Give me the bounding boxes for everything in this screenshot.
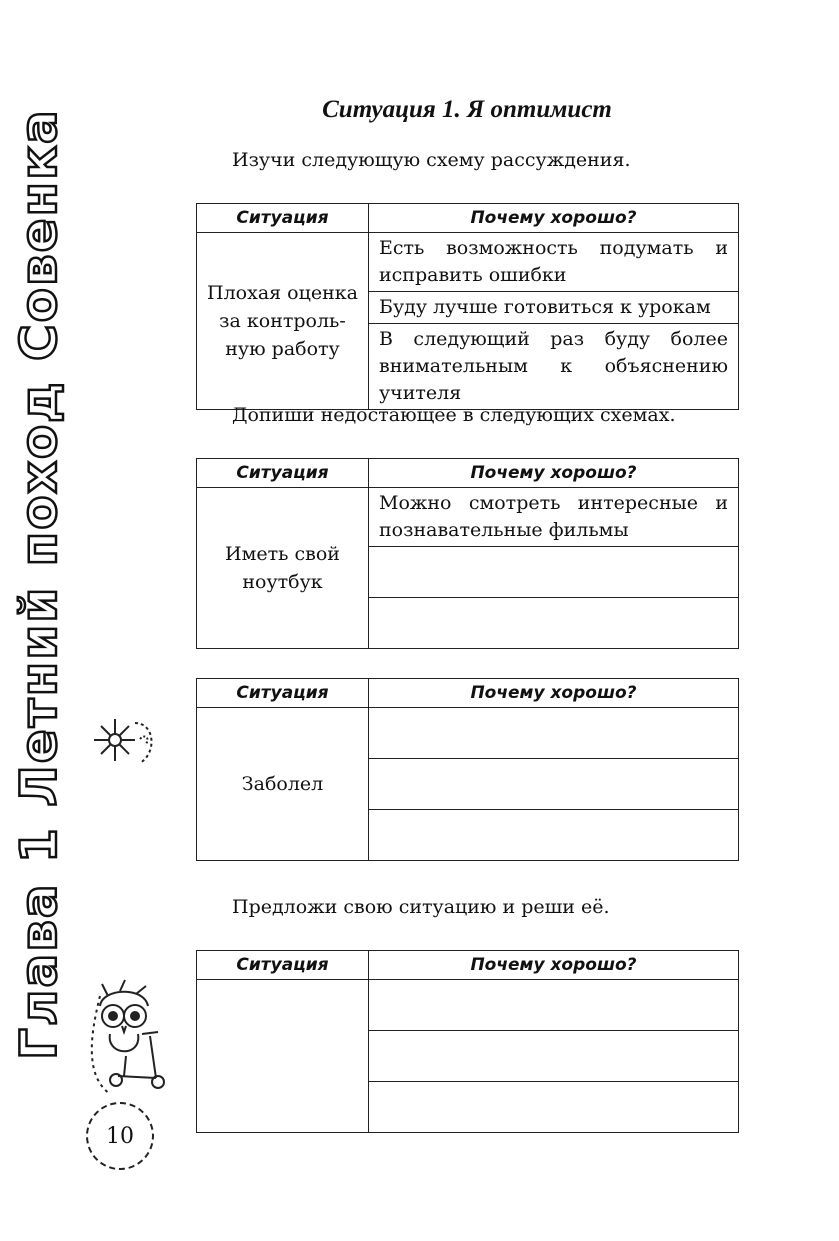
header-why-good: Почему хорошо? (369, 204, 739, 233)
answer-cell[interactable] (369, 547, 739, 598)
chapter-side-title (10, 108, 68, 1060)
header-why-good: Почему хорошо? (369, 679, 739, 708)
task1-reason: Можно смотреть интересные и познавательные фильмы (369, 488, 739, 547)
example-situation: Плохая оценка за контроль- ную работу (197, 233, 369, 410)
owl-on-scooter-icon (80, 976, 170, 1096)
chapter-title: Летний поход Совенка (10, 108, 68, 807)
answer-cell[interactable] (369, 708, 739, 759)
page-number: 10 (86, 1102, 154, 1170)
header-situation: Ситуация (197, 679, 369, 708)
header-situation: Ситуация (197, 204, 369, 233)
instruction-fill: Допиши недостающее в следующих схемах. (232, 404, 676, 426)
answer-cell[interactable] (369, 980, 739, 1031)
task1-table (196, 458, 739, 649)
example-table (196, 203, 739, 410)
chapter-label: Глава 1 (10, 826, 68, 1060)
example-reason: Буду лучше готовиться к урокам (369, 292, 739, 324)
answer-cell[interactable] (369, 810, 739, 861)
task2-table (196, 678, 739, 861)
task1-situation: Иметь свой ноутбук (197, 488, 369, 649)
header-why-good: Почему хорошо? (369, 459, 739, 488)
own-situation-cell[interactable] (197, 980, 369, 1133)
instruction-own: Предложи свою ситуацию и реши её. (232, 896, 610, 918)
answer-cell[interactable] (369, 1082, 739, 1133)
answer-cell[interactable] (369, 759, 739, 810)
task3-table (196, 950, 739, 1133)
example-reason: В следующий раз буду более внимательным к объяснению учителя (369, 324, 739, 410)
page-title: Ситуация 1. Я оптимист (322, 96, 612, 123)
header-situation: Ситуация (197, 459, 369, 488)
header-situation: Ситуация (197, 951, 369, 980)
answer-cell[interactable] (369, 598, 739, 649)
task2-situation: Заболел (197, 708, 369, 861)
intro-text: Изучи следующую схему рассуждения. (232, 149, 631, 171)
header-why-good: Почему хорошо? (369, 951, 739, 980)
example-reason: Есть возможность подумать и исправить ошибки (369, 233, 739, 292)
answer-cell[interactable] (369, 1031, 739, 1082)
flower-icon (85, 703, 160, 778)
